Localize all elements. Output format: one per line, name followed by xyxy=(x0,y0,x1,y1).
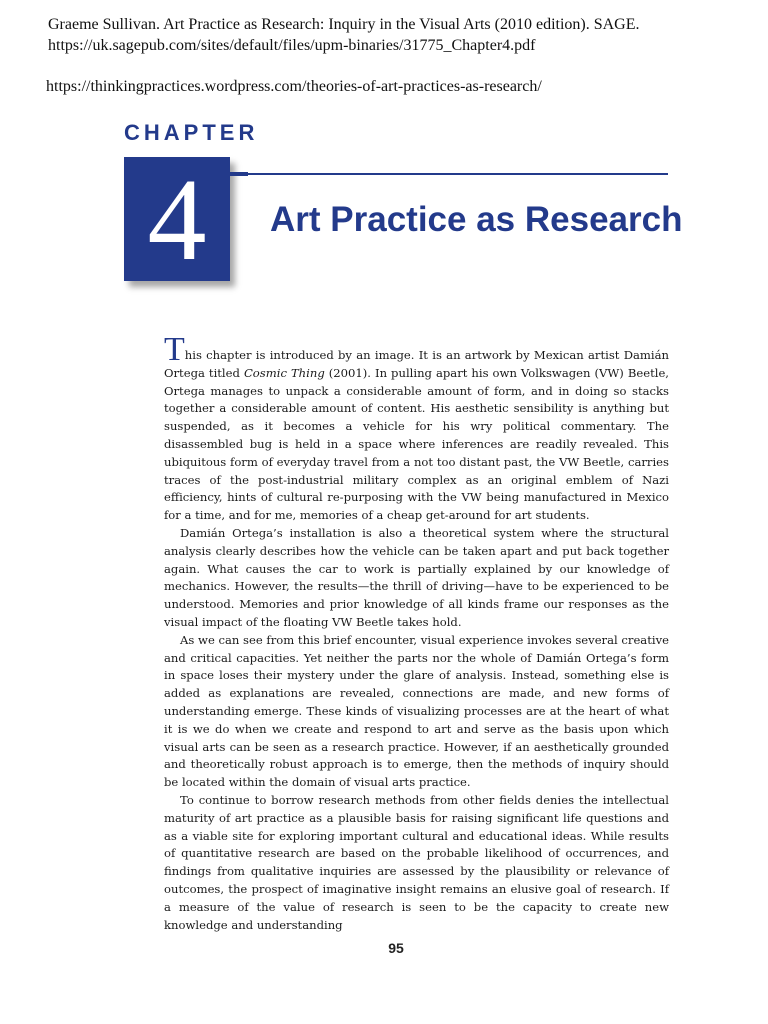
page-number: 95 xyxy=(388,940,404,956)
citation-link[interactable]: https://uk.sagepub.com/sites/default/files/upm-binaries/31775_Chapter4.pdf xyxy=(48,37,536,54)
paragraph-3: As we can see from this brief encounter, visual experience invokes several creative and critical capacities. Yet neither the parts nor the whole of Damián Ortega’s form in space loses their mystery under the glare of analysis. Instead, something else is added as explanations are revealed, connections are made, and new forms of understanding emerge. These kinds of visualizing processes are at the heart of what it is we do when we create and respond to art and serve as the basis upon which visual arts can be seen as a research practice. However, if an aesthetically grounded and theoretically robust approach is to emerge, then the methods of inquiry should be located within the domain of visual arts practice. xyxy=(164,632,669,790)
chapter-number-box xyxy=(124,154,230,285)
paragraph-1-text-a: his chapter is introduced by an image. It is an artwork by Mexican artist Damián Ortega titled xyxy=(164,348,669,380)
drop-cap: T xyxy=(164,331,185,368)
artwork-title: Cosmic Thing xyxy=(243,365,325,380)
paragraph-1-text-b: (2001). In pulling apart his own Volkswagen (VW) Beetle, Ortega manages to unpack a considerable amount of form, and in doing so stacks together a considerable amount of content. His aesthetic sensibility is anything but suspended, as it becomes a vehicle for his wry political commentary. The disassembled bug is held in a space where inferences are readily revealed. This ubiquitous form of everyday travel from a not too distant past, the VW Beetle, carries traces of the post-industrial military complex as an original emblem of Nazi efficiency, hints of cultural re-purposing with the VW being manufactured in Mexico for a time, and for me, memories of a cheap get-around for art students. xyxy=(164,365,669,523)
chapter-title: Art Practice as Research xyxy=(270,200,683,239)
paragraph-4: To continue to borrow research methods from other fields denies the intellectual maturity of art practice as a plausible basis for raising significant life questions and as a viable site for exploring important cultural and educational ideas. While results of quantitative research are based on the probable likelihood of occurrences, and findings from qualitative inquiries are assessed by the plausibility or relevance of outcomes, the prospect of imaginative insight remains an elusive goal of research. If a measure of the value of research is seen to be the capacity to create new knowledge and understanding xyxy=(164,792,669,932)
citation-line: Graeme Sullivan. Art Practice as Research: Inquiry in the Visual Arts (2010 edition). SAGE. xyxy=(48,16,640,33)
chapter-number: 4 xyxy=(147,154,207,285)
citation-block xyxy=(48,14,640,56)
chapter-body xyxy=(164,331,669,934)
chapter-rule xyxy=(230,173,668,175)
paragraph-2: Damián Ortega’s installation is also a theoretical system where the structural analysis clearly describes how the vehicle can be taken apart and put back together again. What causes the car to work is partially explained by our knowledge of mechanics. However, the results—the thrill of driving—have to be experienced to be understood. Memories and prior knowledge of all kinds frame our responses as the visual impact of the floating VW Beetle takes hold. xyxy=(164,525,669,629)
chapter-label: CHAPTER xyxy=(124,120,259,145)
blog-link[interactable]: https://thinkingpractices.wordpress.com/theories-of-art-practices-as-research/ xyxy=(46,78,542,95)
chapter-rule-tick xyxy=(230,172,248,176)
paragraph-1 xyxy=(164,331,669,525)
